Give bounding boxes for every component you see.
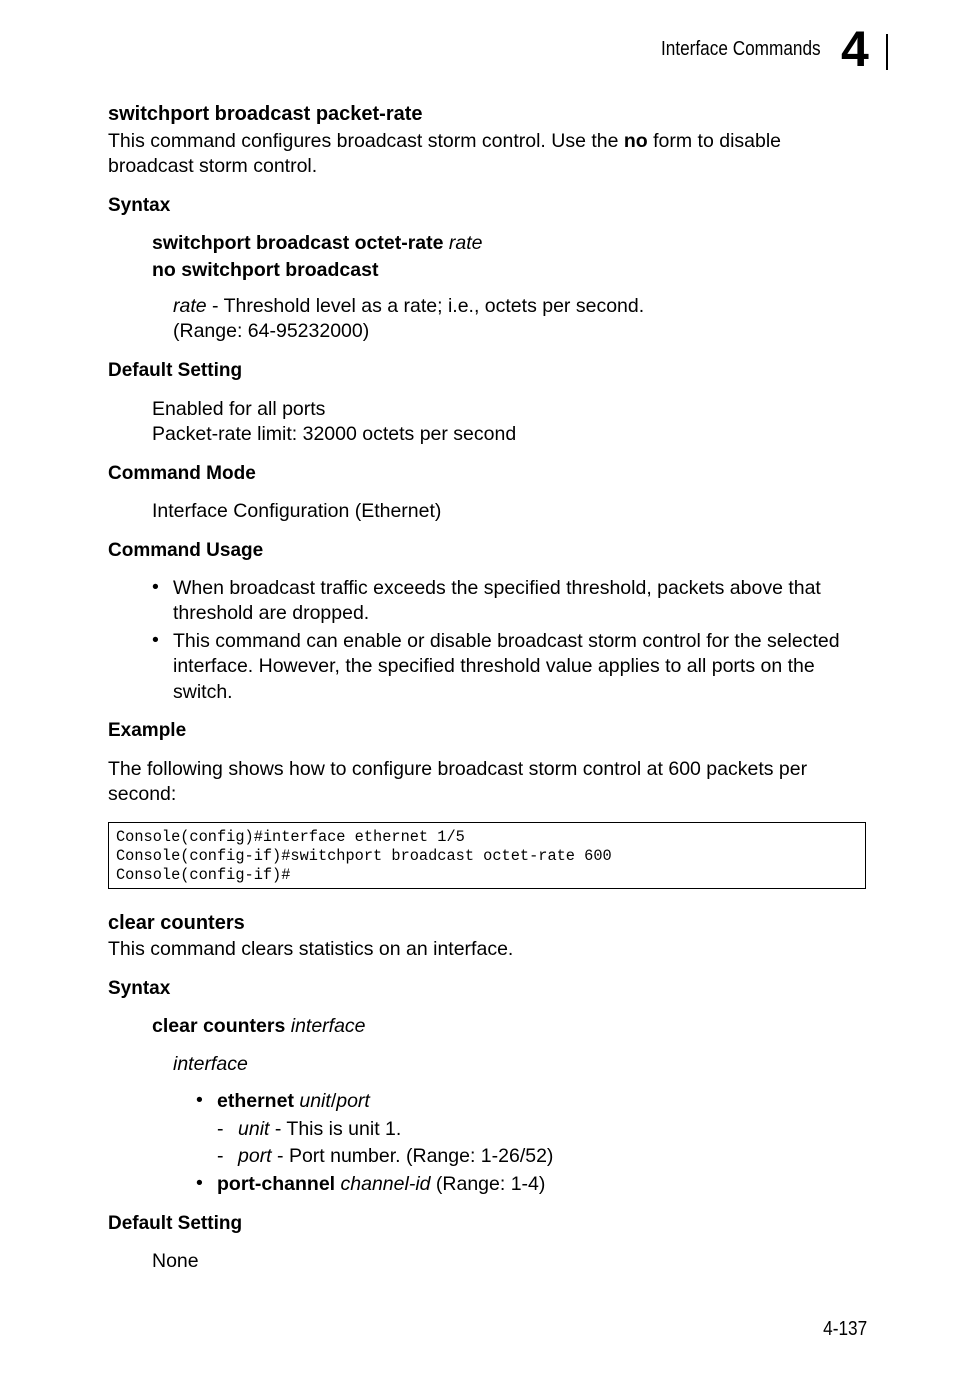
usage-item-line: threshold are dropped. [173, 602, 370, 624]
command-title: clear counters [108, 912, 245, 934]
dash-icon: - [217, 1145, 224, 1167]
chapter-number: 4 [841, 21, 869, 77]
example-description: The following shows how to configure broadcast storm control at 600 packets per [108, 758, 808, 780]
usage-item-line: This command can enable or disable broadcast storm control for the selected [173, 630, 840, 652]
command-mode-text: Interface Configuration (Ethernet) [152, 500, 442, 522]
page-number: 4-137 [823, 1318, 867, 1340]
parameter-option-port-channel: port-channel channel-id (Range: 1-4) [217, 1173, 546, 1195]
bullet-icon: • [196, 1172, 203, 1194]
example-heading: Example [108, 720, 187, 741]
default-setting-line: Enabled for all ports [152, 398, 326, 420]
parameter-range: (Range: 64-95232000) [173, 320, 370, 342]
sub-option-unit: unit - This is unit 1. [238, 1118, 402, 1140]
running-header: Interface Commands [661, 38, 821, 60]
syntax-heading: Syntax [108, 978, 171, 999]
parameter-option-ethernet: ethernet unit/port [217, 1090, 370, 1112]
usage-item-line: interface. However, the specified threshold value applies to all ports on the [173, 655, 815, 677]
usage-item-line: When broadcast traffic exceeds the specified threshold, packets above that [173, 577, 821, 599]
command-description: This command clears statistics on an interface. [108, 938, 514, 960]
default-setting-line: Packet-rate limit: 32000 octets per second [152, 423, 517, 445]
syntax-line-no-form: no switchport broadcast [152, 259, 379, 281]
default-setting-text: None [152, 1250, 199, 1272]
command-description-cont: broadcast storm control. [108, 155, 318, 177]
chapter-tab-rule [886, 34, 888, 70]
command-usage-heading: Command Usage [108, 540, 264, 561]
default-setting-heading: Default Setting [108, 360, 243, 381]
syntax-line: switchport broadcast octet-rate rate [152, 232, 483, 254]
bullet-icon: • [152, 629, 159, 651]
bullet-icon: • [196, 1089, 203, 1111]
command-description: This command configures broadcast storm control. Use the no form to disable [108, 130, 782, 152]
example-description-cont: second: [108, 783, 177, 805]
sub-option-port: port - Port number. (Range: 1-26/52) [238, 1145, 554, 1167]
syntax-heading: Syntax [108, 195, 171, 216]
dash-icon: - [217, 1118, 224, 1140]
default-setting-heading: Default Setting [108, 1213, 243, 1234]
command-mode-heading: Command Mode [108, 463, 256, 484]
command-title: switchport broadcast packet-rate [108, 103, 423, 125]
usage-item-line: switch. [173, 681, 233, 703]
bullet-icon: • [152, 576, 159, 598]
code-example-box: Console(config)#interface ethernet 1/5 Console(config-if)#switchport broadcast octet-rate 600 Console(config-if)# [108, 822, 866, 889]
syntax-line: clear counters interface [152, 1015, 366, 1037]
parameter-name: interface [173, 1053, 248, 1075]
parameter-description: rate - Threshold level as a rate; i.e., octets per second. [173, 295, 645, 317]
